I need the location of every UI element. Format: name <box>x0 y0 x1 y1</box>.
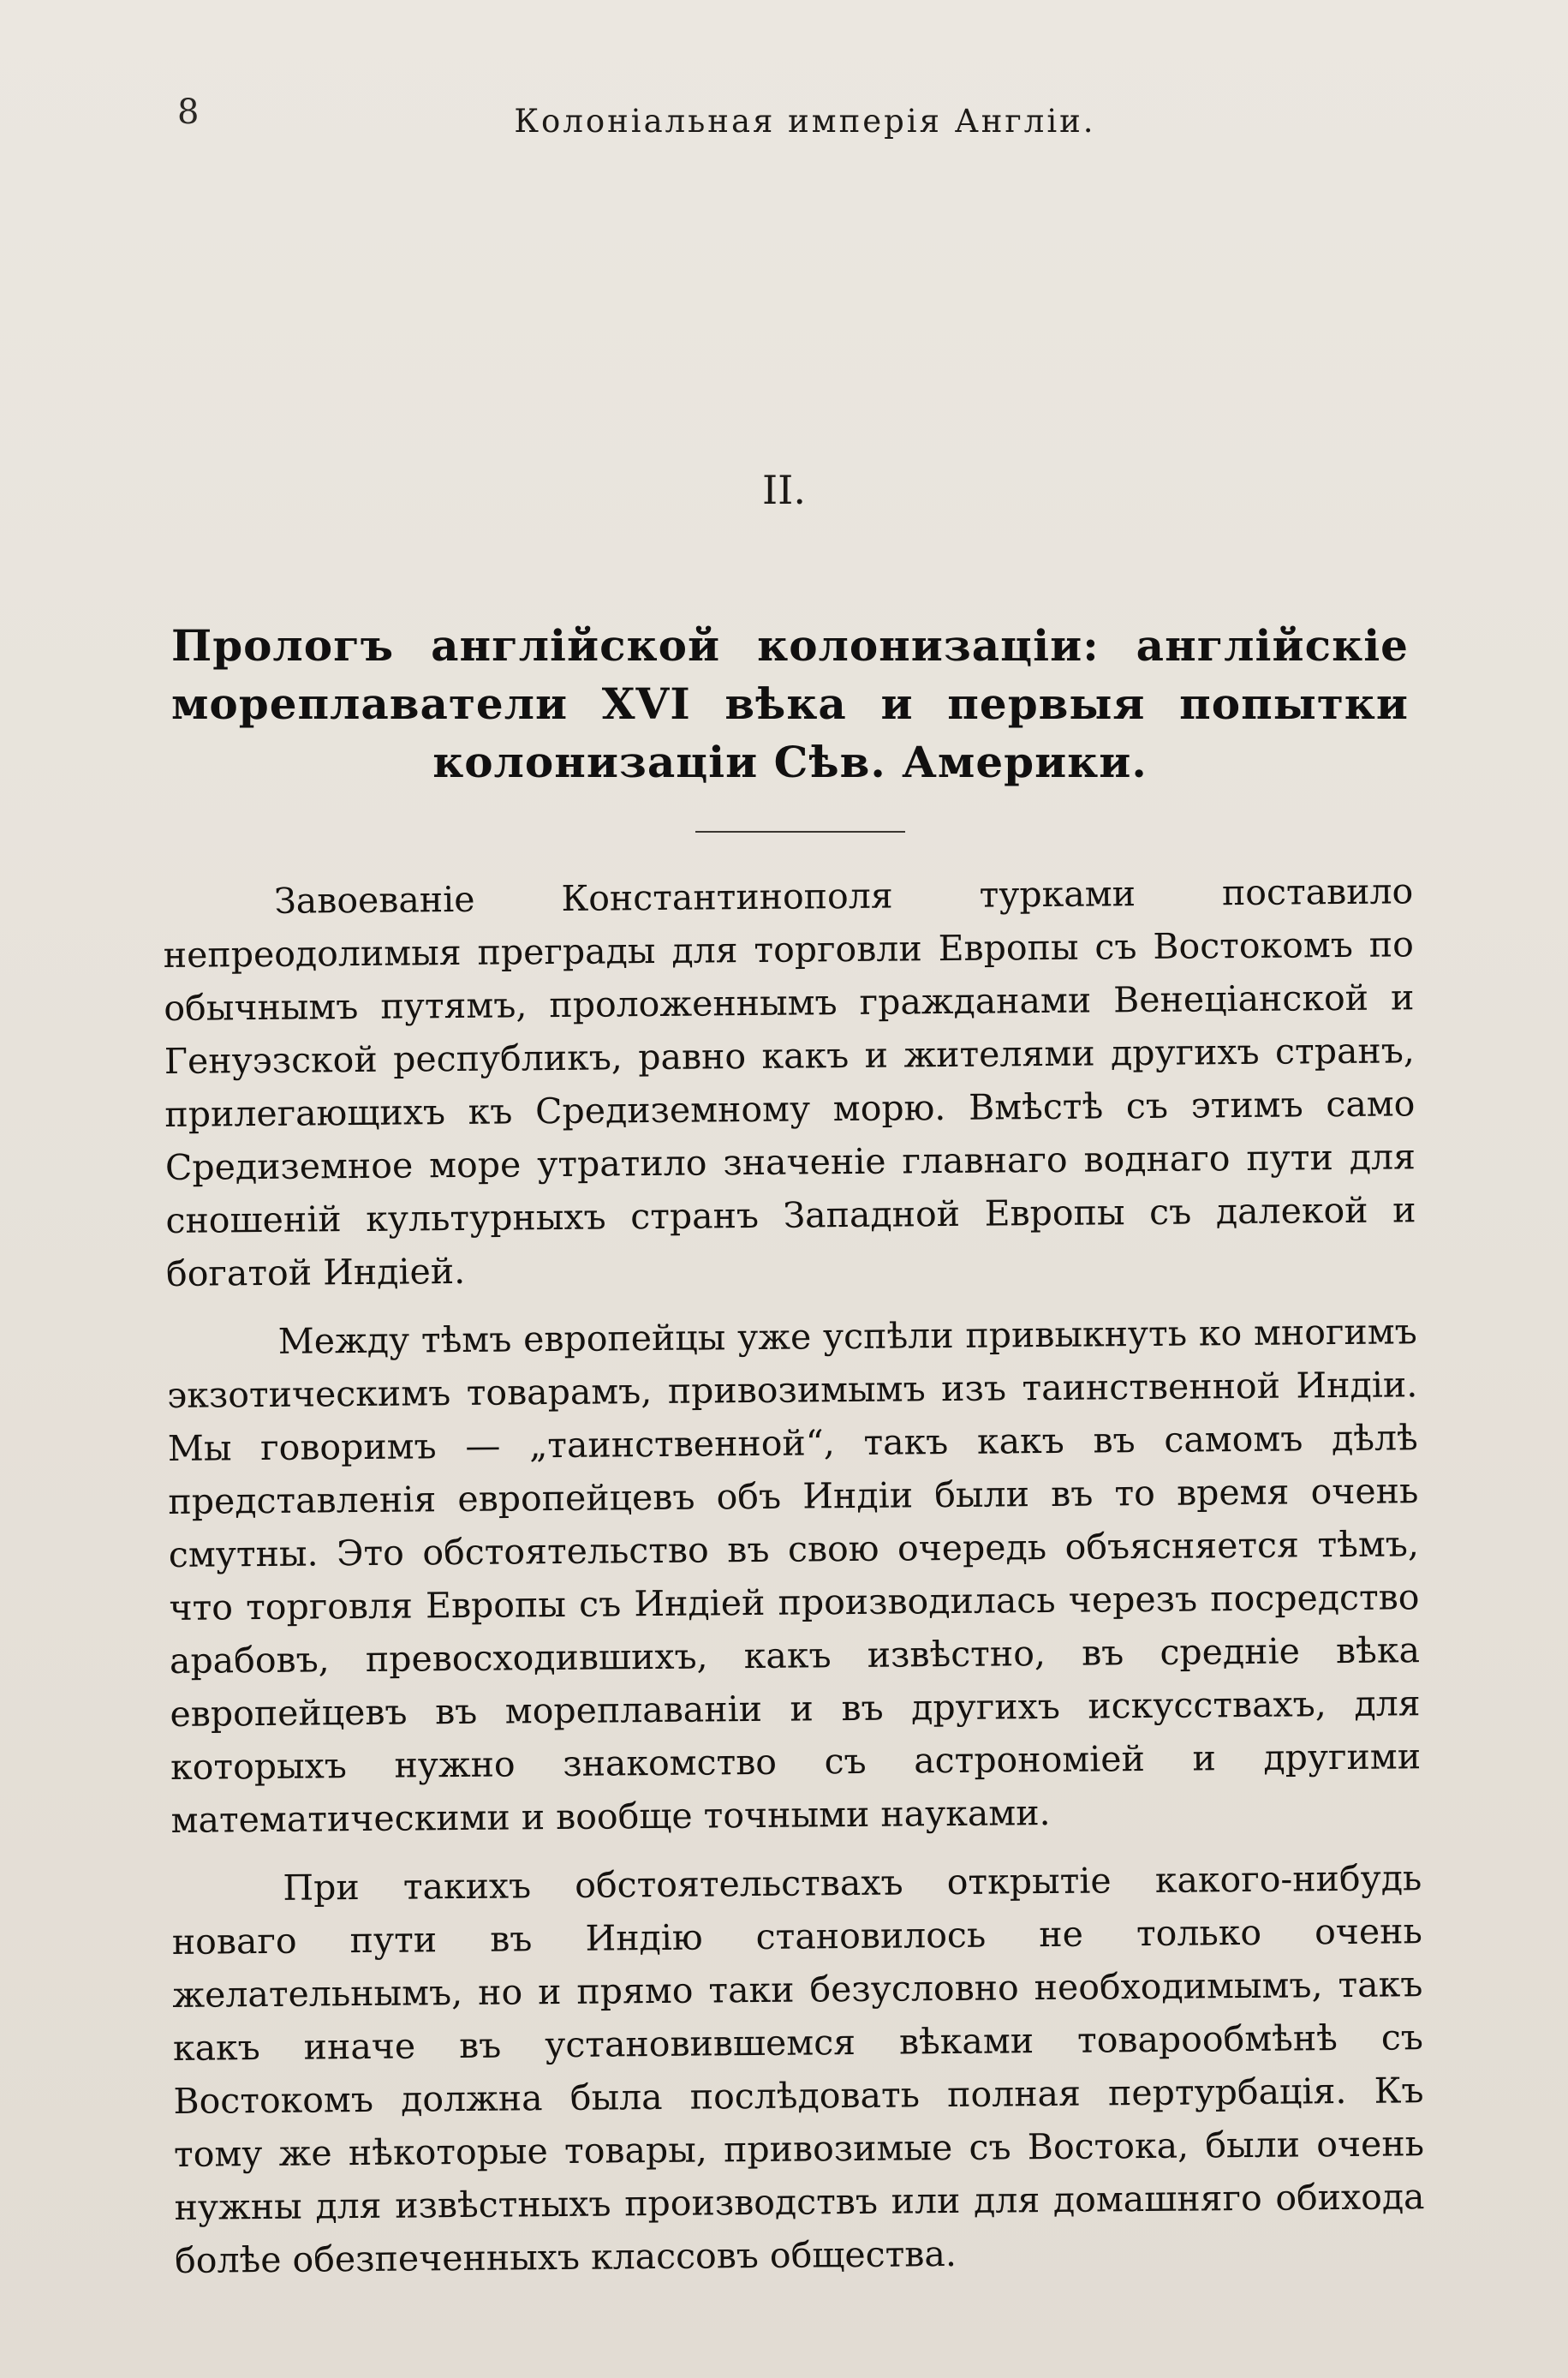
paragraph: Завоеваніе Константинополя турками поставило непреодолимыя преграды для торговли Европы съ Востокомъ по обычнымъ путямъ, проложеннымъ гражданами Венеціанской и Генуэзской республикъ, равно какъ и жителями другихъ странъ, прилегающихъ къ Средиземному морю. Вмѣстѣ съ этимъ само Средиземное море утратило значеніе главнаго воднаго пути для сношеній культурныхъ странъ Западной Европы съ далекой и богатой Индіей. <box>163 870 1416 1294</box>
title-divider <box>695 831 905 833</box>
chapter-title: Прологъ англійской колонизаціи: англійскіе мореплаватели XVI вѣка и первыя попытки колонизаціи Сѣв. Америки. <box>171 620 1409 787</box>
section-number: II. <box>762 467 806 513</box>
body-text <box>163 864 1425 2303</box>
paragraph: При такихъ обстоятельствахъ открытіе какого-нибудь новаго пути въ Индію становилось не только очень желательнымъ, но и прямо таки безусловно необходимымъ, такъ какъ иначе въ установившемся вѣками товарообмѣнѣ съ Востокомъ должна была послѣдовать полная пертурбація. Къ тому же нѣкоторые товары, привозимые съ Востока, были очень нужны для извѣстныхъ производствъ или для домашняго обихода болѣе обезпеченныхъ классовъ общества. <box>171 1857 1425 2281</box>
page-number: 8 <box>177 93 200 132</box>
running-head: Колоніальная имперія Англіи. <box>514 103 1096 140</box>
paragraph: Между тѣмъ европейцы уже успѣли привыкнуть ко многимъ экзотическимъ товарамъ, привозимымъ изъ таинственной Индіи. Мы говоримъ — „таинственной“, такъ какъ въ самомъ дѣлѣ представленія европейцевъ объ Индіи были въ то время очень смутны. Это обстоятельство въ свою очередь объясняется тѣмъ, что торговля Европы съ Индіей производилась черезъ посредство арабовъ, превосходившихъ, какъ извѣстно, въ средніе вѣка европейцевъ въ мореплаваніи и въ другихъ искусствахъ, для которыхъ нужно знакомство съ астрономіей и другими математическими и вообще точными науками. <box>167 1311 1422 1841</box>
